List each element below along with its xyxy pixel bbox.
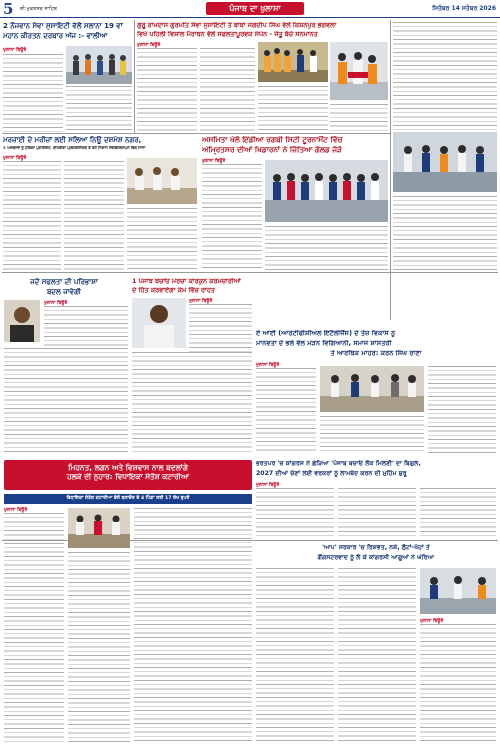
headline: ਮਿਹਨਤ, ਲਗਨ ਅਤੇ ਵਿਸ਼ਵਾਸ ਨਾਲ ਬਦਲਾਂਗੇ [68, 463, 188, 472]
headline: ਬਦਲ ਜਾਵੇਗੀ [46, 288, 82, 296]
article-body [256, 368, 316, 454]
headline: ਮਹਾਨ ਕੀਰਤਨ ਦਰਬਾਰ ਅੱਜ :- ਵਾਲੀਆ [3, 32, 108, 40]
article-body [420, 624, 496, 743]
byline: ਖੁਲਾਸਾ ਬਿਊਰੋ [4, 508, 28, 513]
subheadline: 3 ਅਜ਼ਬਨਜ਼ ਨੂੰ ਧੋਵਿਗਾ ਪ੍ਰਾਈਵੇਟ, ਬਾਂਹਰੀਵਾ ਪ੍ਰਗਤੀਸ਼ੀਲਕ ਤੇ ਰਹੇ ਨਿਸ਼ਾਨ ਸੇਵੀਬੱਲਰਸਪਨ ਇਕ ਸਾਨਾ [3, 146, 146, 150]
headline: ਗੈਂਗਸਟਰਵਾਦ ਨੂੰ ਲੈ ਕੇ ਕਾਂਗਰਸੀ ਆਗੂਆਂ ਨੇ ਘੇਰਿਆ [317, 554, 435, 561]
byline: ਖੁਲਾਸਾ ਬਿਊਰੋ [3, 48, 27, 53]
headline: ਜਦੋਂ ਸਫਲਤਾ ਦੀ ਪਰਿਭਾਸ਼ਾ [30, 278, 98, 286]
article-body [134, 508, 252, 742]
article-body [127, 208, 197, 271]
article-body [3, 161, 61, 271]
news-photo [320, 366, 424, 412]
headline: ਏ ਆਈ (ਆਰਟੀਫੀਸ਼ੀਅਲ ਇੰਟੈਲੀਜੈਂਸ) ਦੇ ਤੇਜ਼ ਵਿਕਾਸ ਨੂੰ [256, 330, 396, 337]
article-body [428, 366, 496, 454]
article-body [132, 352, 252, 454]
news-photo [68, 508, 130, 548]
news-photo [258, 42, 328, 82]
article-body [202, 164, 262, 269]
subhead-banner: ਵਿਧਾਇਕਾ ਸੰਤੋਸ਼ ਕਟਾਰੀਆ ਵੱਲੋਂ ਬਲਾਚੌਰ ਦੇ 4 ਪਿੰਡਾਂ ਲਈ 17 ਲੱਖ ਰੁਪਏ [4, 494, 252, 504]
portrait-photo [4, 300, 40, 342]
article-body [4, 513, 64, 743]
portrait-photo [132, 298, 186, 348]
section-rule [2, 272, 498, 273]
article-body [338, 568, 416, 743]
headline: ਗੁਰੂ ਰਾਮਦਾਸ ਗੁਰਮਤਿ ਸੇਵਾ ਸੁਸਾਇਟੀ ਤੇ ਬਾਬਾ ਜਗਦੀਪ ਸਿੰਘ ਵੱਲੋਂ ਕਿਸ਼ਨਪੁਰ ਭਗਵਲਾ [137, 22, 337, 29]
headline: 2027 ਦੀਆਂ ਚੋਣਾਂ ਲਈ ਵਰਕਰਾਂ ਨੂੰ ਲਾਮਬੰਦ ਕਰਨ ਦੀ ਮੁਹਿੰਮ ਸ਼ੁਰੂ [256, 470, 407, 477]
headline: ਮਰਜ਼ਾਈ ਦੇ ਮਰੀਜ਼ਾਂ ਲਈ ਸਲਿਆ ਨਿਊ ਦਸ਼ਮੇਸ਼ ਨਗਰ, [3, 136, 142, 144]
article-body [258, 86, 328, 132]
byline: ਖੁਲਾਸਾ ਬਿਊਰੋ [44, 301, 68, 306]
article-body [189, 304, 252, 352]
masthead-subtitle: ਸ਼ੀ ਮੁਕਤਸਰ ਸਾਹਿਬ [20, 6, 57, 12]
article-body [393, 196, 497, 270]
article-body [64, 161, 124, 271]
headline: 'ਆਪ' ਸਰਕਾਰ 'ਚ ਰਿਸ਼ਵਤ, ਨਸ਼ੇ, ਲੁੱਟਾਂ-ਖੋਹਾਂ ਤੇ [322, 544, 430, 551]
headline: ਦੇ ਹਿੱਤ ਕਰਵਾਏਗਾ ਕੰਮ ਵਿੱਚ ਰਾਹਤ [132, 287, 215, 294]
article-body [256, 488, 334, 538]
article-body [330, 104, 388, 132]
article-body [3, 54, 63, 132]
headline: ਅੰਮ੍ਰਿਤਸਰ ਦੀਆਂ ਖਿਡਾਰਨਾਂ ਨੇ ਜਿੱਤਿਆ ਗੋਲਡ ਜੋੜੋ [202, 146, 342, 154]
byline: ਖੁਲਾਸਾ ਬਿਊਰੋ [3, 156, 27, 161]
news-photo [420, 568, 496, 614]
article-body [4, 348, 128, 454]
headline: ਤੇ ਆਰਥਿਕ ਮਾਹਰ: ਕਰਨ ਸਿੰਘ ਰਾਣਾ [330, 350, 422, 357]
headline: ਅਸਮਿਤਾ ਖੇਲੋ ਇੰਡੀਆ ਰਗਬੀ ਸਿਟੀ ਟੂਰਨਾਮੈਂਟ ਵਿੱਚ [202, 136, 343, 144]
news-photo [66, 46, 132, 84]
column-rule [134, 20, 135, 133]
byline: ਖੁਲਾਸਾ ਬਿਊਰੋ [202, 159, 226, 164]
byline: ਖੁਲਾਸਾ ਬਿਊਰੋ [189, 299, 213, 304]
article-body [44, 306, 128, 346]
article-body [66, 86, 132, 132]
byline: ਖੁਲਾਸਾ ਬਿਊਰੋ [256, 363, 280, 368]
headline: ਭਰਤਪਰ 'ਚ ਕਾਂਗਰਸ ਨੇ ਛੇੜਿਆ 'ਪੰਜਾਬ ਬਚਾਓ ਲੋਕ ਮਿਲਣੀ' ਦਾ ਬਿਗੁਲ, [256, 460, 421, 467]
article-body [420, 488, 496, 538]
masthead-date: ਸਿਤੰਬਰ 14 ਸਤੰਬਰ 2026 [432, 5, 496, 12]
news-photo [330, 42, 388, 100]
byline: ਖੁਲਾਸਾ ਬਿਊਰੋ [137, 43, 161, 48]
article-body [393, 22, 497, 130]
headline: ਵਿਖੇ ਪਹਿਲੀ ਵਿਸ਼ਾਲ ਮੈਰਾਥਨ ਵੱਲੋਂ ਸਫਲਤਾਪੂਰਵਕ ਸੰਪੰਨ - ਜੇਤੂ ਬੱਚੇ ਸਨਮਾਨਤ [137, 31, 318, 38]
article-body [256, 568, 334, 743]
article-body [68, 552, 130, 742]
page-masthead [0, 0, 500, 18]
headline-banner [4, 460, 252, 490]
article-body [265, 226, 388, 270]
section-rule [2, 133, 390, 134]
headline: ਮਾਨਵਤਾ ਦੇ ਭਲੇ ਵੱਲ ਮੋੜਨ ਵਿਗਿਆਨੀ, ਸਮਾਜ ਸ਼ਾਸਤਰੀ [256, 340, 392, 347]
team-photo [265, 160, 388, 222]
article-body [338, 488, 416, 538]
byline: ਖੁਲਾਸਾ ਬਿਊਰੋ [256, 483, 280, 488]
column-rule [390, 20, 391, 320]
headline: ਹਲਕੇ ਦੀ ਨੁਹਾਰ: ਵਿਧਾਇਕਾ ਸੰਤੋਸ਼ ਕਟਾਰੀਆ [66, 472, 190, 481]
article-body [320, 416, 424, 454]
article-body [137, 48, 197, 132]
news-photo [393, 132, 497, 192]
headline: 1 ਪੰਜਾਬ ਬਚਾਓ ਮੋਰਚਾ ਕਾਰਕੁਨ ਕਰਮਚਾਰੀਆਂ [132, 278, 241, 285]
headline: 2 ਨੌਜਵਾਨ ਸੇਵਾ ਸੁਸਾਇਟੀ ਵੱਲੋਂ ਸਲਾਨਾ 19 ਵਾਂ [3, 22, 123, 30]
byline: ਖੁਲਾਸਾ ਬਿਊਰੋ [420, 619, 444, 624]
news-photo [127, 158, 197, 204]
section-title: ਪੰਜਾਬ ਦਾ ਖੁਲਾਸਾ [206, 2, 304, 15]
article-body [200, 48, 255, 132]
page-number: 5 [3, 0, 14, 18]
